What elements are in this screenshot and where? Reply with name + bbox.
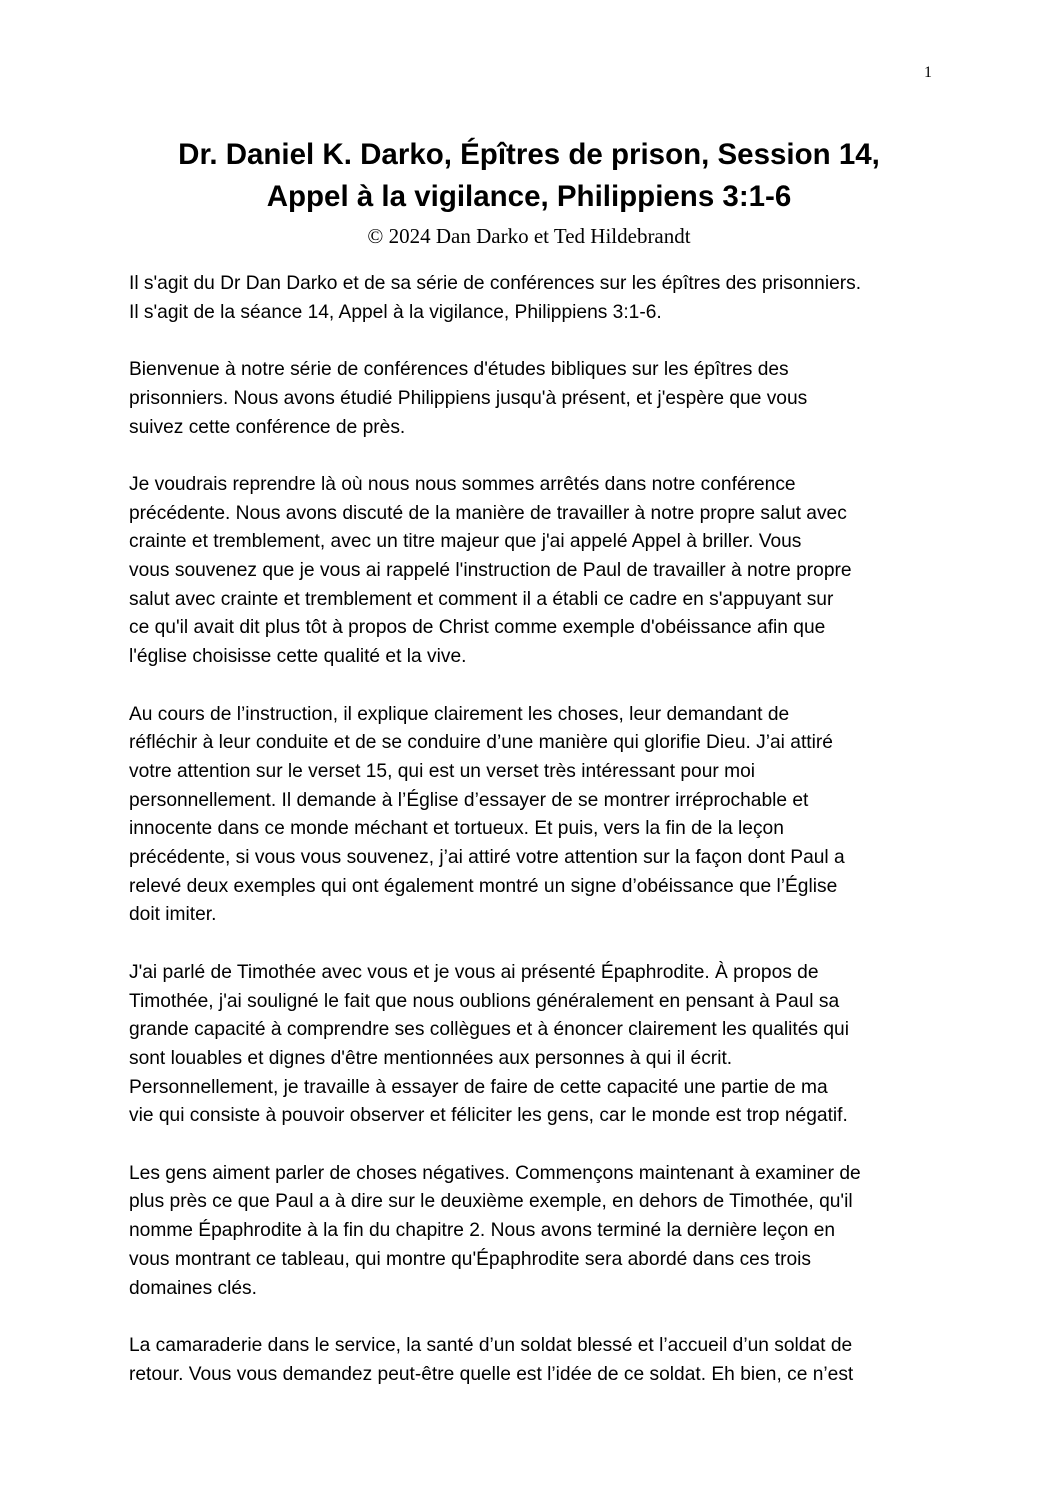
text-line: nomme Épaphrodite à la fin du chapitre 2. Nous avons terminé la dernière leçon en [129,1220,836,1242]
text-line: vous montrant ce tableau, qui montre qu'Épaphrodite sera abordé dans ces trois [129,1248,812,1270]
text-line: Il s'agit de la séance 14, Appel à la vigilance, Philippiens 3:1-6. [129,301,662,323]
text-line: suivez cette conférence de près. [129,416,406,438]
copyright-notice: © 2024 Dan Darko et Ted Hildebrandt [367,224,691,248]
paragraph [129,1160,939,1304]
text-line: innocente dans ce monde méchant et tortueux. Et puis, vers la fin de la leçon [129,818,784,840]
text-line: précédente, si vous vous souvenez, j’ai attiré votre attention sur la façon dont Paul a [129,847,845,869]
text-line: prisonniers. Nous avons étudié Philippiens jusqu'à présent, et j'espère que vous [129,387,808,409]
document-title [100,134,958,218]
text-line: J'ai parlé de Timothée avec vous et je vous ai présenté Épaphrodite. À propos de [129,961,819,983]
text-line: l'église choisisse cette qualité et la vive. [129,646,467,668]
text-line: grande capacité à comprendre ses collègues et à énoncer clairement les qualités qui [129,1019,849,1041]
text-line: Au cours de l’instruction, il explique clairement les choses, leur demandant de [129,703,790,725]
text-line: votre attention sur le verset 15, qui est un verset très intéressant pour moi [129,760,756,782]
text-line: salut avec crainte et tremblement et comment il a établi ce cadre en s'appuyant sur [129,588,834,610]
text-line: La camaraderie dans le service, la santé d’un soldat blessé et l’accueil d’un soldat de [129,1334,853,1356]
text-line: relevé deux exemples qui ont également montré un signe d’obéissance que l’Église [129,875,838,897]
text-line: Bienvenue à notre série de conférences d'études bibliques sur les épîtres des [129,359,789,381]
text-line: réfléchir à leur conduite et de se conduire d’une manière qui glorifie Dieu. J’ai attiré [129,732,833,754]
text-line: Je voudrais reprendre là où nous nous sommes arrêtés dans notre conférence [129,473,796,495]
text-line: retour. Vous vous demandez peut-être quelle est l’idée de ce soldat. Eh bien, ce n’est [129,1363,854,1385]
text-line: doit imiter. [129,904,217,926]
document-body [129,270,939,1418]
text-line: plus près ce que Paul a à dire sur le deuxième exemple, en dehors de Timothée, qu'il [129,1191,853,1213]
paragraph [129,701,939,931]
paragraph [129,959,939,1131]
paragraph [129,270,939,327]
page-number: 1 [924,64,932,81]
text-line: Les gens aiment parler de choses négatives. Commençons maintenant à examiner de [129,1162,861,1184]
paragraph [129,471,939,672]
text-line: personnellement. Il demande à l’Église d’essayer de se montrer irréprochable et [129,789,809,811]
text-line: précédente. Nous avons discuté de la manière de travailler à notre propre salut avec [129,502,847,524]
text-line: vie qui consiste à pouvoir observer et féliciter les gens, car le monde est trop négatif. [129,1105,848,1127]
text-line: domaines clés. [129,1277,257,1299]
text-line: vous souvenez que je vous ai rappelé l'instruction de Paul de travailler à notre propre [129,560,852,581]
title-line: Dr. Daniel K. Darko, Épîtres de prison, Session 14, [178,138,880,171]
text-line: Il s'agit du Dr Dan Darko et de sa série de conférences sur les épîtres des prisonniers. [129,273,862,294]
text-line: Timothée, j'ai souligné le fait que nous oublions généralement en pensant à Paul sa [129,990,840,1012]
title-line: Appel à la vigilance, Philippiens 3:1-6 [266,180,792,213]
paragraph [129,356,939,442]
text-line: crainte et tremblement, avec un titre majeur que j'ai appelé Appel à briller. Vous [129,531,802,553]
text-line: sont louables et dignes d'être mentionnées aux personnes à qui il écrit. [129,1047,733,1069]
text-line: Personnellement, je travaille à essayer de faire de cette capacité une partie de ma [129,1076,828,1098]
paragraph [129,1332,939,1389]
text-line: ce qu'il avait dit plus tôt à propos de Christ comme exemple d'obéissance afin que [129,617,826,639]
